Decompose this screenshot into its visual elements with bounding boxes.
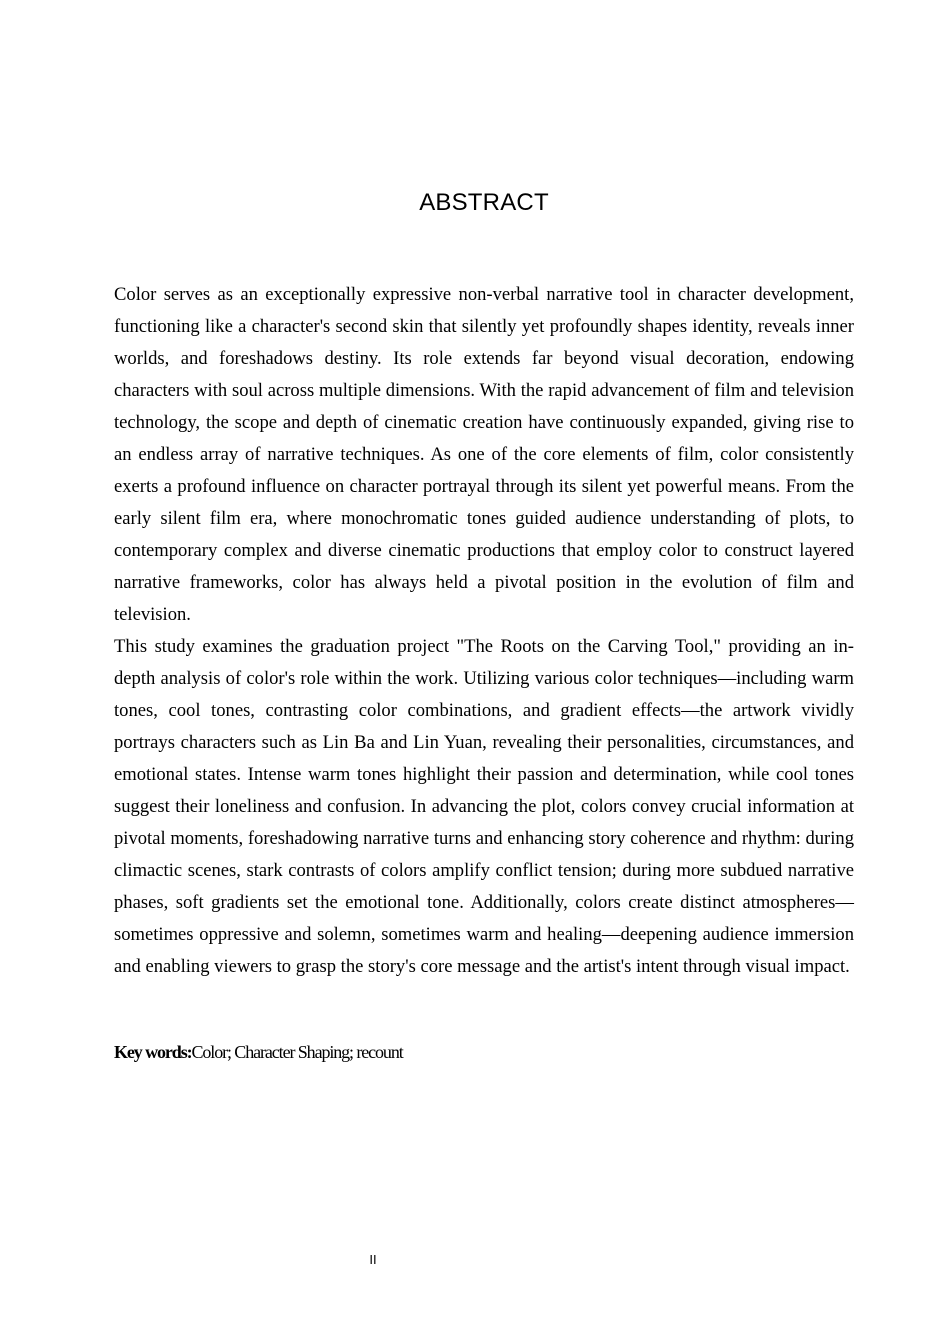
- abstract-title: ABSTRACT: [419, 189, 549, 216]
- abstract-body: [114, 279, 854, 983]
- abstract-paragraph-1: Color serves as an exceptionally expressive non-verbal narrative tool in character development, functioning like a character's second skin that silently yet profoundly shapes identity, reveals inner worlds, and foreshadows destiny. Its role extends far beyond visual decoration, endowing characters with soul across multiple dimensions. With the rapid advancement of film and television technology, the scope and depth of cinematic creation have continuously expanded, giving rise to an endless array of narrative techniques. As one of the core elements of film, color consistently exerts a profound influence on character portrayal through its silent yet powerful means. From the early silent film era, where monochromatic tones guided audience understanding of plots, to contemporary complex and diverse cinematic productions that employ color to construct layered narrative frameworks, color has always held a pivotal position in the evolution of film and television.: [114, 284, 854, 625]
- keywords-value: Color; Character Shaping; recount: [191, 1042, 403, 1062]
- keywords-line: [114, 1040, 854, 1064]
- abstract-paragraph-2: This study examines the graduation project "The Roots on the Carving Tool," providing an in-depth analysis of color's role within the work. Utilizing various color techniques—including warm tones, cool tones, contrasting color combinations, and gradient effects—the artwork vividly portrays characters such as Lin Ba and Lin Yuan, revealing their personalities, circumstances, and emotional states. Intense warm tones highlight their passion and determination, while cool tones suggest their loneliness and confusion. In advancing the plot, colors convey crucial information at pivotal moments, foreshadowing narrative turns and enhancing story coherence and rhythm: during climactic scenes, stark contrasts of colors amplify conflict tension; during more subdued narrative phases, soft gradients set the emotional tone. Additionally, colors create distinct atmospheres—sometimes oppressive and solemn, sometimes warm and healing—deepening audience immersion and enabling viewers to grasp the story's core message and the artist's intent through visual impact.: [114, 636, 854, 977]
- keywords-label: Key words:: [114, 1042, 192, 1062]
- page-number: II: [369, 1252, 377, 1267]
